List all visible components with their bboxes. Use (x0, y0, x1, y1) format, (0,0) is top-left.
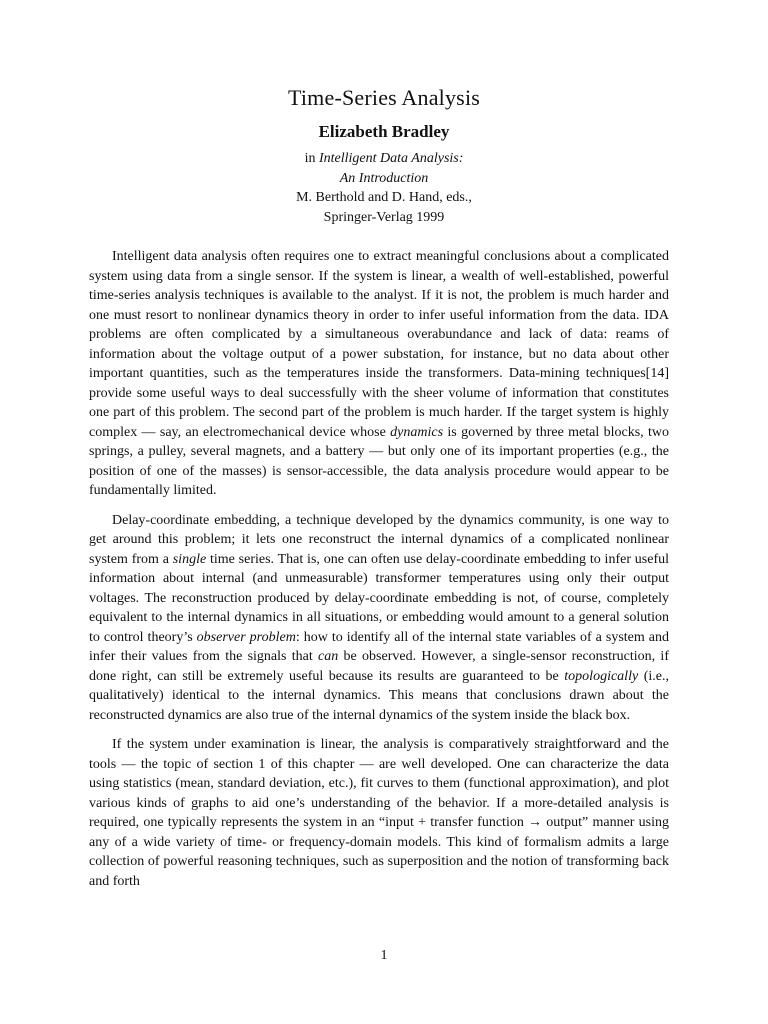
paragraph-3 (89, 735, 669, 891)
paragraph-3-text-a: If the system under examination is linear, the analysis is comparatively straightforward and the tools — the topic of section 1 of this chapter — are well developed. One can characterize the data using statistics (mean, standard deviation, etc.), fit curves to them (functional approximation), and plot various kinds of graphs to aid one’s understanding of the behavior. If a more-detailed analysis is required, one typically represents the system in an “input + transfer function → output” manner using any of a wide variety of time- or frequency-domain models. This kind of formalism admits a large collection of powerful reasoning techniques, such as superposition and the notion of transforming back and forth (89, 737, 669, 889)
venue-in-prefix: in (304, 151, 319, 166)
paragraph-2-text-e: (i.e., qualitatively) identical to the internal dynamics. This means that conclusions drawn about the reconstructed dynamics are also true of the internal dynamics of the system inside the black box. (89, 668, 669, 723)
paper-body (89, 247, 669, 901)
book-title-part-1: Intelligent Data Analysis: (319, 151, 464, 166)
publisher-line: Springer-Verlag 1999 (323, 209, 445, 225)
paragraph-2-text-a: Delay-coordinate embedding, a technique developed by the dynamics community, is one way to get around this problem; it lets one reconstruct the internal dynamics of a complicated nonlinear system from a (89, 512, 669, 567)
paragraph-2-text-b: time series. That is, one can often use delay-coordinate embedding to infer useful information about internal (and unmeasurable) transformer temperatures using only their output voltages. The reconstruction produced by delay-coordinate embedding is not, of course, completely equivalent to the internal dynamics in all situations, or embedding would amount to a general solution to control theory’s (89, 551, 669, 645)
page-number: 1 (380, 948, 388, 963)
paragraph-2 (89, 511, 669, 726)
paragraph-2-emphasis-single: single (172, 551, 207, 567)
paragraph-2-text-c: : how to identify all of the internal state variables of a system and infer their values from the signals that (89, 629, 669, 664)
paragraph-1 (89, 247, 669, 501)
paragraph-1-text-a: Intelligent data analysis often requires one to extract meaningful conclusions about a complicated system using data from a single sensor. If the system is linear, a wealth of well-established, powerful time-series analysis techniques is available to the analyst. If it is not, the problem is much harder and one must resort to nonlinear dynamics theory in order to infer useful information from the data. IDA problems are often complicated by a simultaneous overabundance and lack of data: reams of information about the voltage output of a power substation, for instance, but no data about other important quantities, such as the temperatures inside the transformers. Data-mining techniques[14] provide some useful ways to deal successfully with the sheer volume of information that constitutes one part of this problem. The second part of the problem is much harder. If the target system is highly complex — say, an electromechanical device whose (89, 249, 669, 440)
publication-venue (0, 149, 768, 227)
paragraph-2-emphasis-can: can (318, 649, 339, 664)
paragraph-1-text-b: is governed by three metal blocks, two springs, a pulley, several magnets, and a battery — but only one of its important properties (e.g., the position of one of the masses) is sensor-accessible, the data analysis procedure would appear to be fundamentally limited. (89, 424, 669, 498)
paper-header (0, 84, 768, 227)
editors-line: M. Berthold and D. Hand, eds., (296, 190, 472, 205)
paragraph-2-text-d: be observed. However, a single-sensor reconstruction, if done right, can still be extremely useful because its results are guaranteed to be (89, 649, 669, 684)
paragraph-2-emphasis-observer-problem: observer problem (196, 629, 296, 645)
paragraph-2-emphasis-topologically: topologically (564, 668, 639, 684)
paragraph-1-emphasis-dynamics: dynamics (390, 424, 444, 440)
book-title-part-2: An Introduction (339, 170, 429, 186)
venue-book-line-1 (0, 149, 768, 169)
author-name: Elizabeth Bradley (318, 122, 450, 141)
paper-title: Time-Series Analysis (287, 85, 481, 110)
